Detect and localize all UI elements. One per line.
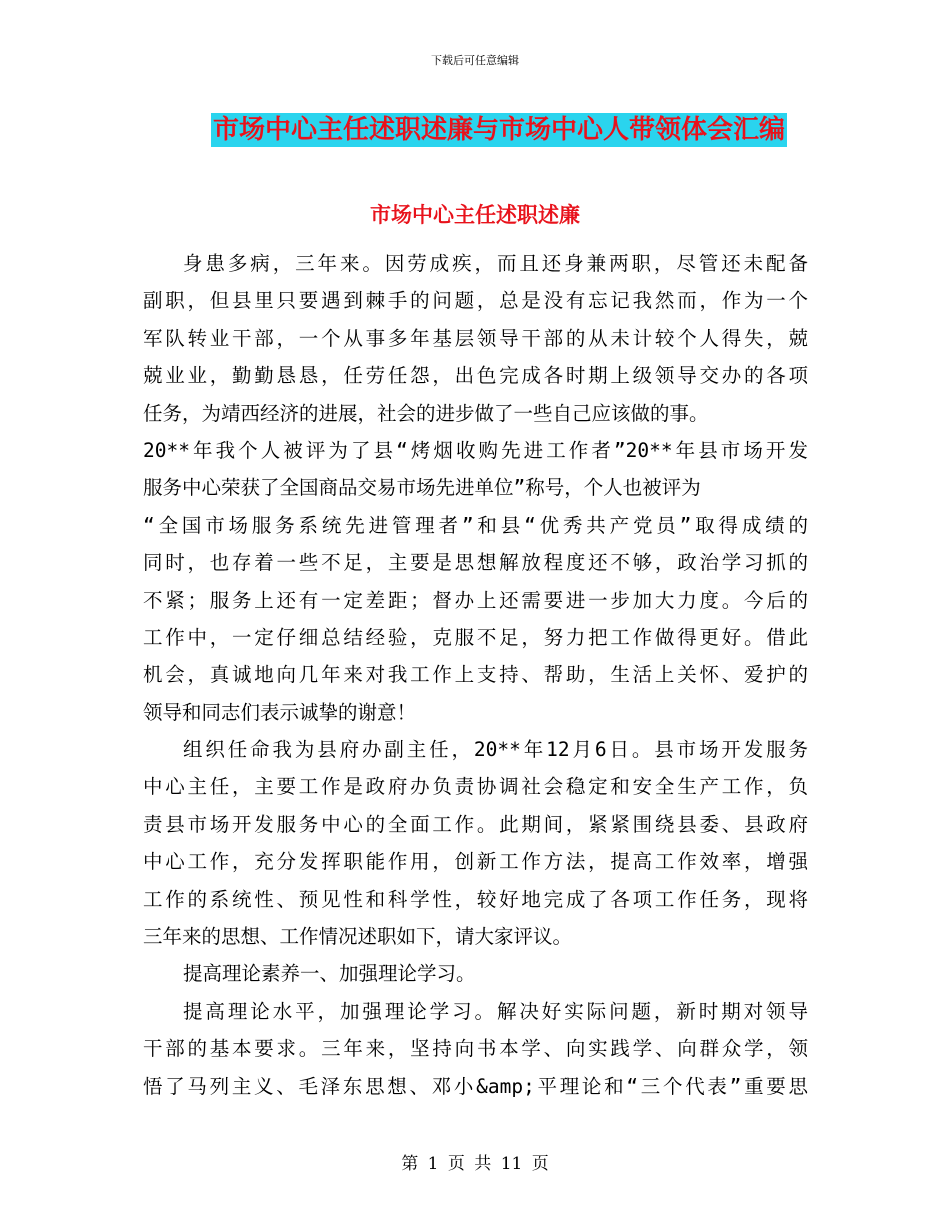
text-line: 领导和同志们表示诚挚的谢意！ [143,700,417,724]
text-line: 干部的基本要求。三年来，坚持向书本学、向实践学、向群众学，领 [143,1037,808,1061]
text-line: 三年来的思想、工作情况述职如下，请大家评议。 [143,925,573,949]
text-line: 机会，真诚地向几年来对我工作上支持、帮助，生活上关怀、爱护的 [143,663,808,687]
text-line: 悟了马列主义、毛泽东思想、邓小&amp;平理论和“三个代表”重要思 [143,1074,808,1098]
text-line: 中心主任，主要工作是政府办负责协调社会稳定和安全生产工作，负 [143,775,808,799]
text-line: “全国市场服务系统先进管理者”和县“优秀共产党员”取得成绩的 [143,513,808,537]
text-line: 服务中心荣获了全国商品交易市场先进单位”称号，个人也被评为 [143,476,701,500]
body-text [143,245,808,1105]
text-line: 工作的系统性、预见性和科学性，较好地完成了各项工作任务，现将 [143,887,808,911]
main-title-wrap [0,113,950,147]
text-line: 工作中，一定仔细总结经验，克服不足，努力把工作做得更好。借此 [143,625,808,649]
text-line: 任务，为靖西经济的进展，社会的进步做了一些自己应该做的事。 [143,401,709,425]
text-line: 副职，但县里只要遇到棘手的问题，总是没有忘记我然而，作为一个 [143,289,808,313]
text-line: 身患多病，三年来。因劳成疾，而且还身兼两职，尽管还未配备 [183,252,808,275]
text-line: 同时，也存着一些不足，主要是思想解放程度还不够，政治学习抓的 [143,551,808,575]
text-line: 责县市场开发服务中心的全面工作。此期间，紧紧围绕县委、县政府 [143,812,808,836]
text-line: 提高理论水平，加强理论学习。解决好实际问题，新时期对领导 [183,999,808,1023]
text-line: 兢业业，勤勤恳恳，任劳任怨，出色完成各时期上级领导交办的各项 [143,364,808,388]
page-footer: 第 1 页 共 11 页 [401,1154,549,1174]
text-line: 组织任命我为县府办副主任，20**年12月6日。县市场开发服务 [183,738,808,762]
text-line: 不紧；服务上还有一定差距；督办上还需要进一步加大力度。今后的 [143,588,808,612]
section-title: 市场中心主任述职述廉 [370,202,580,227]
text-line: 中心工作，充分发挥职能作用，创新工作方法，提高工作效率，增强 [143,850,808,874]
text-line: 20**年我个人被评为了县“烤烟收购先进工作者”20**年县市场开发 [143,438,808,462]
header-note: 下载后可任意编辑 [431,54,519,67]
text-line: 军队转业干部，一个从事多年基层领导干部的从未计较个人得失，兢 [143,326,808,350]
main-title: 市场中心主任述职述廉与市场中心人带领体会汇编 [212,115,785,145]
text-line: 提高理论素养一、加强理论学习。 [183,962,476,986]
